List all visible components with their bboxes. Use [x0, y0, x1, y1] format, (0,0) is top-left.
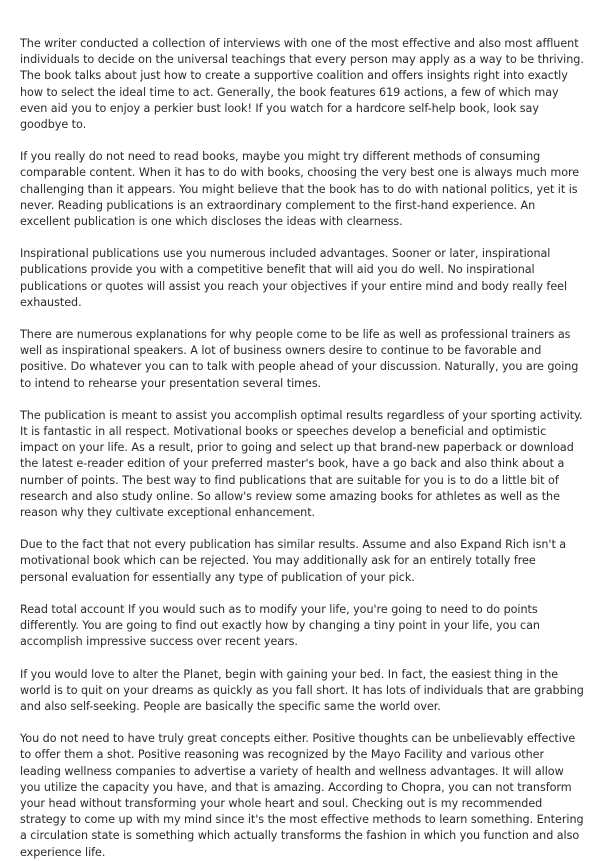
paragraph-1: The writer conducted a collection of interviews with one of the most effective and also most affluent individuals to decide on the universal teachings that every person may apply as a way to be thriving. The book talks about just how to create a supportive coalition and offers insights right into exactly how to select the ideal time to act. Generally, the book features 619 actions, a few of which may even aid you to enjoy a perkier bust look! If you watch for a hardcore self-help book, look say goodbye to. — [20, 37, 584, 132]
paragraph-3: Inspirational publications use you numerous included advantages. Sooner or later, inspirational publications provide you with a competitive benefit that will aid you do well. No inspirational publications or quotes will assist you reach your objectives if your entire mind and body really feel exhausted. — [20, 247, 568, 309]
paragraph-8: If you would love to alter the Planet, begin with gaining your bed. In fact, the easiest thing in the world is to quit on your dreams as quickly as you fall short. It has lots of individuals that are grabbing and also self-seeking. People are basically the specific same the world over. — [20, 667, 584, 713]
paragraph-6: Due to the fact that not every publication has similar results. Assume and also Expand Rich isn't a motivational book which can be rejected. You may additionally ask for an entirely totally free personal evaluation for essentially any type of publication of your pick. — [20, 538, 567, 584]
paragraph-5: The publication is meant to assist you accomplish optimal results regardless of your sporting activity. It is fantastic in all respect. Motivational books or speeches develop a beneficial and optimistic impact on your life. As a result, prior to going and select up that brand-new paperback or download the latest e-reader edition of your preferred master's book, have a go back and also think about a number of points. The best way to find publications that are suitable for you is to do a little bit of research and also study online. So allow's review some amazing books for athletes as well as the reason why they cultivate exceptional enhancement. — [20, 408, 583, 520]
paragraph-9: You do not need to have truly great concepts either. Positive thoughts can be unbelievably effective to offer them a shot. Positive reasoning was recognized by the Mayo Facility and various other leading wellness companies to advertise a variety of health and wellness advantages. It will allow you utilize the capacity you have, and that is amazing. According to Chopra, you can not transform your head without transforming your whole heart and soul. Checking out is my recommended strategy to come up with my mind since it's the most effective methods to learn something. Entering a circulation state is something which actually transforms the fashion in which you function and also experience life. — [20, 732, 584, 859]
paragraph-4: There are numerous explanations for why people come to be life as well as professional trainers as well as inspirational speakers. A lot of business owners desire to continue to be favorable and positive. Do whatever you can to talk with people ahead of your discussion. Naturally, you are going to intend to rehearse your presentation several times. — [20, 328, 579, 390]
paragraph-2: If you really do not need to read books, maybe you might try different methods of consuming comparable content. When it has to do with books, choosing the very best one is always much more challenging than it appears. You might believe that the book has to do with national politics, yet it is never. Reading publications is an extraordinary complement to the first-hand experience. An excellent publication is one which discloses the ideas with clearness. — [20, 150, 580, 229]
paragraph-7: Read total account If you would such as to modify your life, you're going to need to do points differently. You are going to find out exactly how by changing a tiny point in your life, you can accomplish impressive success over recent years. — [20, 602, 540, 649]
